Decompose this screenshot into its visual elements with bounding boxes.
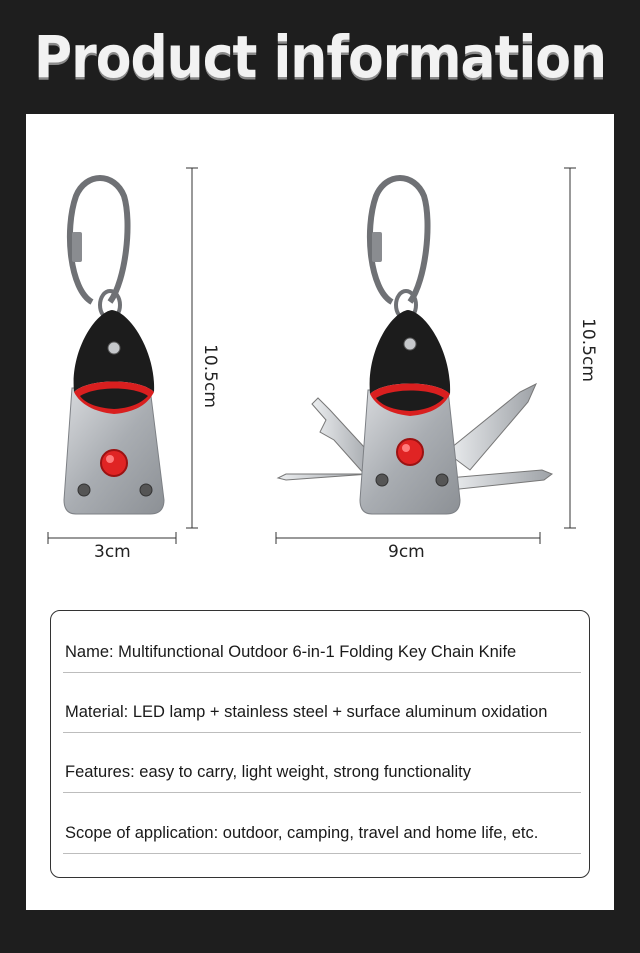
open-height-label: 10.5cm [577, 318, 598, 382]
led-button-right [397, 439, 423, 465]
closed-height-label: 10.5cm [199, 344, 220, 408]
open-width-label: 9cm [388, 542, 425, 562]
screwdriver-right-tool [448, 470, 552, 490]
screwdriver-left-tool [278, 474, 370, 480]
screw-icon [376, 474, 388, 486]
spec-row-material [63, 673, 581, 733]
spec-material-text: Material: LED lamp + stainless steel + surface aluminum oxidation [65, 703, 548, 721]
spec-box [50, 610, 590, 878]
screw-icon [78, 484, 90, 496]
screw-icon [404, 338, 416, 350]
spec-row-name [63, 613, 581, 673]
page-title: Product information [33, 24, 607, 92]
open-knife-image [278, 178, 552, 514]
spec-features-text: Features: easy to carry, light weight, strong functionality [65, 763, 471, 781]
spec-row-scope [63, 794, 581, 854]
spec-scope-text: Scope of application: outdoor, camping, travel and home life, etc. [65, 824, 539, 842]
spec-name-text: Name: Multifunctional Outdoor 6-in-1 Folding Key Chain Knife [65, 643, 517, 661]
carabiner-lock-left [72, 232, 82, 262]
screw-icon [140, 484, 152, 496]
led-button-left [101, 450, 127, 476]
closed-knife-image [64, 178, 164, 514]
screw-icon [108, 342, 120, 354]
spec-row-features [63, 733, 581, 793]
screw-icon [436, 474, 448, 486]
knife-top-black-right [370, 310, 451, 394]
knife-blade-tool [446, 384, 536, 470]
closed-width-label: 3cm [94, 542, 131, 562]
